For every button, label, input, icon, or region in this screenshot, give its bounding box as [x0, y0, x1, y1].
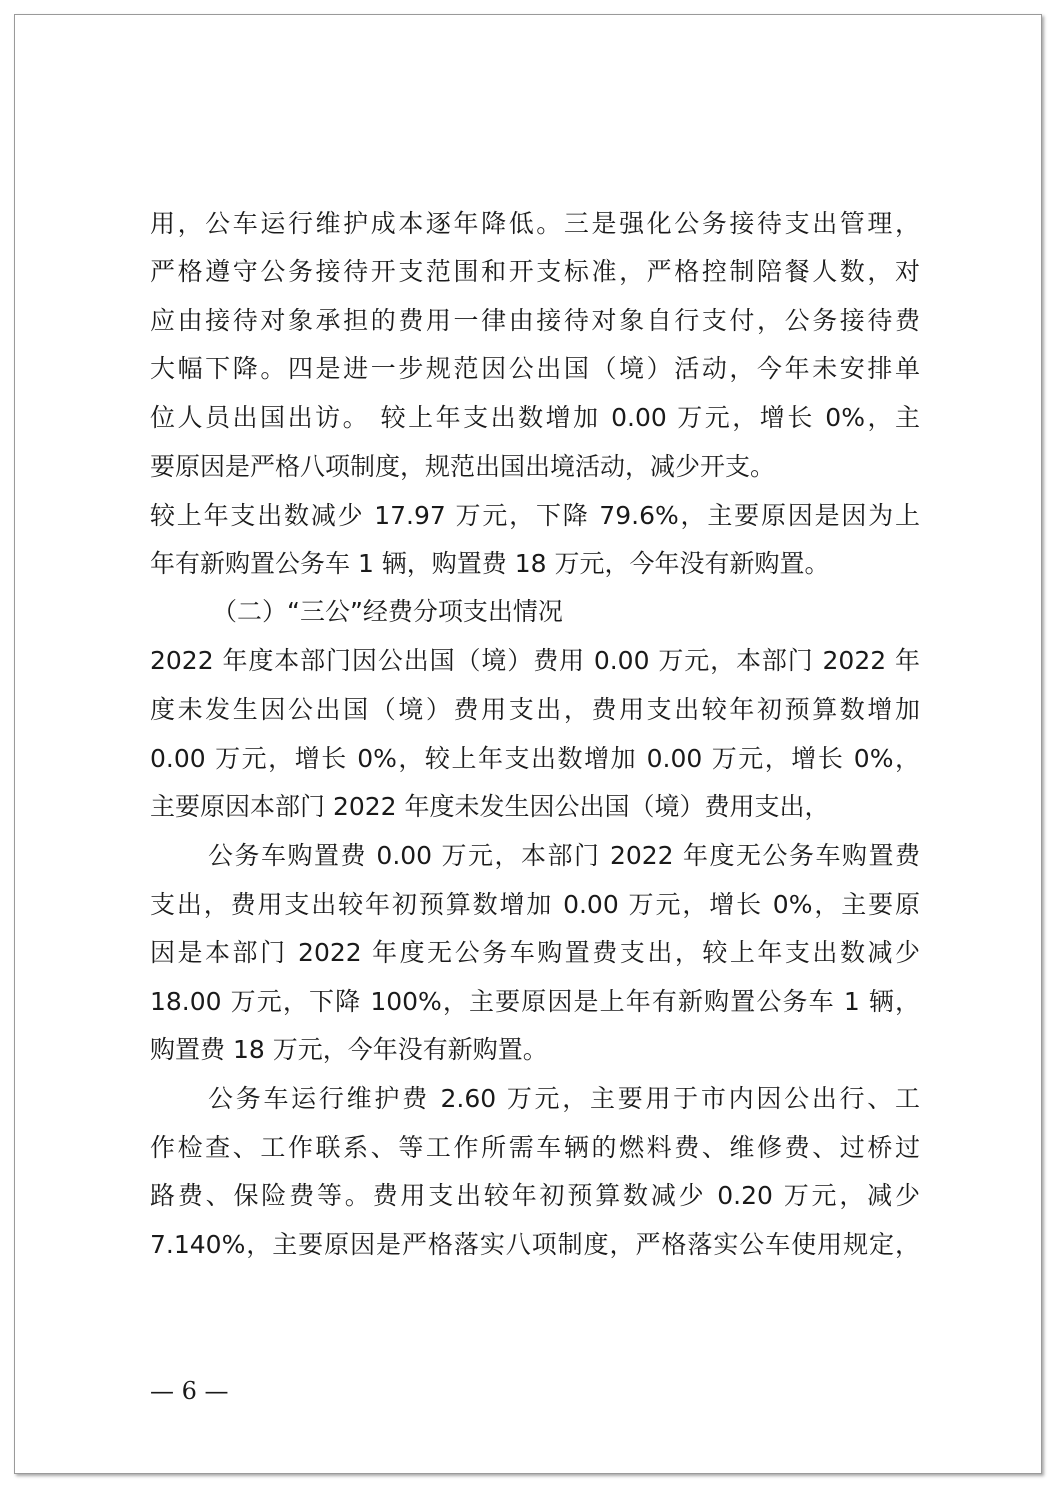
paragraph-line: 要原因是严格八项制度，规范出国出境活动，减少开支。: [150, 452, 776, 481]
paragraph-line: 支出，费用支出较年初预算数增加 0.00 万元，增长 0%，主要原: [150, 890, 920, 919]
paragraph-line: 严格遵守公务接待开支范围和开支标准，严格控制陪餐人数，对: [150, 257, 920, 286]
paragraph-line: 较上年支出数减少 17.97 万元，下降 79.6%，主要原因是因为上: [150, 501, 920, 530]
paragraph-line: 主要原因本部门 2022 年度未发生因公出国（境）费用支出，: [150, 792, 830, 821]
paragraph-line: 公务车运行维护费 2.60 万元，主要用于市内因公出行、工: [208, 1084, 920, 1113]
paragraph-line: 用，公车运行维护成本逐年降低。三是强化公务接待支出管理，: [150, 209, 920, 238]
paragraph-line: 18.00 万元，下降 100%，主要原因是上年有新购置公务车 1 辆，: [150, 987, 920, 1016]
page-number: — 6 —: [150, 1377, 229, 1405]
paragraph-line: 位人员出国出访。 较上年支出数增加 0.00 万元，增长 0%，主: [150, 403, 920, 432]
paragraph-line: 作检查、工作联系、等工作所需车辆的燃料费、维修费、过桥过: [150, 1133, 920, 1162]
paragraph-line: 度未发生因公出国（境）费用支出，费用支出较年初预算数增加: [150, 695, 920, 724]
paragraph-line: 7.140%，主要原因是严格落实八项制度，严格落实公车使用规定，: [150, 1230, 920, 1259]
paragraph-line: 应由接待对象承担的费用一律由接待对象自行支付，公务接待费: [150, 306, 920, 335]
paragraph-line: 大幅下降。四是进一步规范因公出国（境）活动，今年未安排单: [150, 354, 920, 383]
paragraph-line: 年有新购置公务车 1 辆，购置费 18 万元，今年没有新购置。: [150, 549, 830, 578]
paragraph-line: 购置费 18 万元，今年没有新购置。: [150, 1035, 548, 1064]
paragraph-line: 2022 年度本部门因公出国（境）费用 0.00 万元，本部门 2022 年: [150, 646, 920, 675]
paragraph-line: 公务车购置费 0.00 万元，本部门 2022 年度无公务车购置费: [208, 841, 920, 870]
paragraph-line: 因是本部门 2022 年度无公务车购置费支出，较上年支出数减少: [150, 938, 920, 967]
paragraph-line: 路费、保险费等。费用支出较年初预算数减少 0.20 万元，减少: [150, 1181, 920, 1210]
section-heading: （二）“三公”经费分项支出情况: [212, 597, 563, 626]
paragraph-line: 0.00 万元，增长 0%，较上年支出数增加 0.00 万元，增长 0%，: [150, 744, 920, 773]
